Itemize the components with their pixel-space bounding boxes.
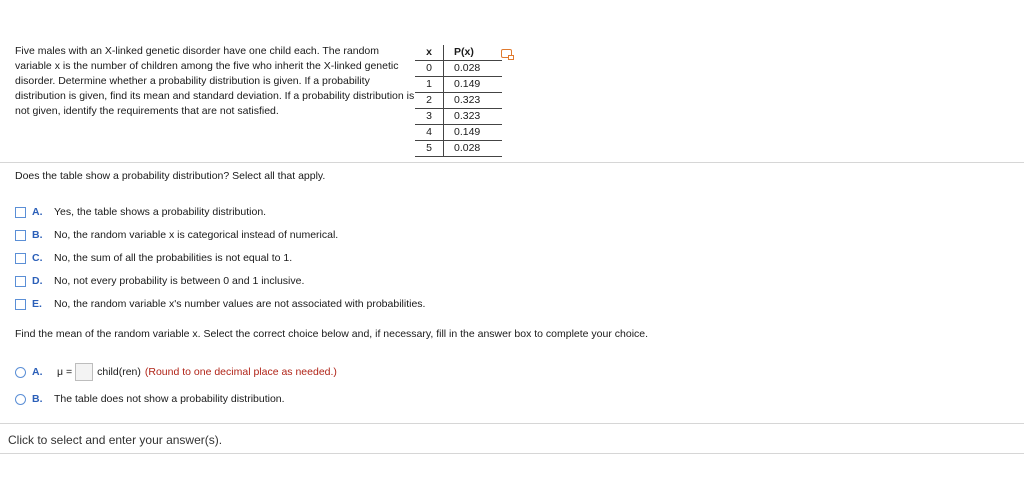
divider — [0, 453, 1024, 454]
table-cell-x: 0 — [415, 61, 444, 77]
table-row — [415, 141, 502, 157]
table-cell-p: 0.028 — [444, 141, 503, 157]
checkbox-c[interactable] — [15, 253, 26, 264]
table-cell-x: 1 — [415, 77, 444, 93]
q1-option-e[interactable] — [15, 297, 425, 311]
option-letter: E. — [32, 298, 42, 310]
problem-statement: Five males with an X-linked genetic disorder have one child each. The random variable x is the number of children among the five who inherit the X-linked genetic disorder. Determine whether a probability distribution is given. If a probability distribution is given, find its mean and standard deviation. If a probability distribution is not given, identify the requirements that are not satisfied. — [15, 45, 415, 117]
option-letter: A. — [32, 206, 43, 218]
option-text: No, not every probability is between 0 and 1 inclusive. — [54, 275, 305, 287]
copy-icon[interactable] — [501, 49, 512, 58]
table-header-x: x — [415, 45, 444, 61]
option-letter: A. — [32, 366, 43, 378]
q1-option-c[interactable] — [15, 251, 292, 265]
q1-option-b[interactable] — [15, 228, 338, 242]
question-1-prompt: Does the table show a probability distribution? Select all that apply. — [15, 170, 326, 182]
checkbox-b[interactable] — [15, 230, 26, 241]
checkbox-d[interactable] — [15, 276, 26, 287]
radio-b[interactable] — [15, 394, 26, 405]
option-letter: B. — [32, 393, 43, 405]
option-letter: C. — [32, 252, 43, 264]
table-row — [415, 61, 502, 77]
table-cell-p: 0.323 — [444, 109, 503, 125]
option-letter: D. — [32, 275, 43, 287]
table-row — [415, 93, 502, 109]
table-cell-p: 0.149 — [444, 77, 503, 93]
q1-option-a[interactable] — [15, 205, 266, 219]
radio-a[interactable] — [15, 367, 26, 378]
table-cell-x: 5 — [415, 141, 444, 157]
divider — [0, 423, 1024, 424]
option-text: No, the sum of all the probabilities is not equal to 1. — [54, 252, 293, 264]
option-text: No, the random variable x is categorical instead of numerical. — [54, 229, 339, 241]
table-cell-x: 4 — [415, 125, 444, 141]
table-cell-p: 0.323 — [444, 93, 503, 109]
divider — [0, 162, 1024, 163]
option-text: The table does not show a probability distribution. — [54, 393, 285, 405]
table-row — [415, 109, 502, 125]
q1-option-d[interactable] — [15, 274, 304, 288]
mu-label: μ = — [57, 366, 73, 378]
table-cell-x: 3 — [415, 109, 444, 125]
probability-table — [415, 45, 502, 157]
mean-answer-input[interactable] — [75, 363, 93, 381]
question-2-prompt: Find the mean of the random variable x. Select the correct choice below and, if necessary, fill in the answer box to complete your choice. — [15, 328, 649, 340]
option-letter: B. — [32, 229, 43, 241]
q2-option-b[interactable] — [15, 392, 285, 406]
table-cell-p: 0.028 — [444, 61, 503, 77]
option-text: No, the random variable x's number values are not associated with probabilities. — [54, 298, 426, 310]
table-row — [415, 77, 502, 93]
table-cell-x: 2 — [415, 93, 444, 109]
q2-option-a[interactable] — [15, 365, 337, 379]
option-text: Yes, the table shows a probability distribution. — [54, 206, 267, 218]
table-row — [415, 125, 502, 141]
unit-label: child(ren) — [97, 366, 141, 378]
rounding-note: (Round to one decimal place as needed.) — [144, 366, 337, 378]
table-header-p: P(x) — [444, 45, 503, 61]
checkbox-e[interactable] — [15, 299, 26, 310]
checkbox-a[interactable] — [15, 207, 26, 218]
footer-instructions: Click to select and enter your answer(s). — [8, 433, 223, 447]
table-cell-p: 0.149 — [444, 125, 503, 141]
